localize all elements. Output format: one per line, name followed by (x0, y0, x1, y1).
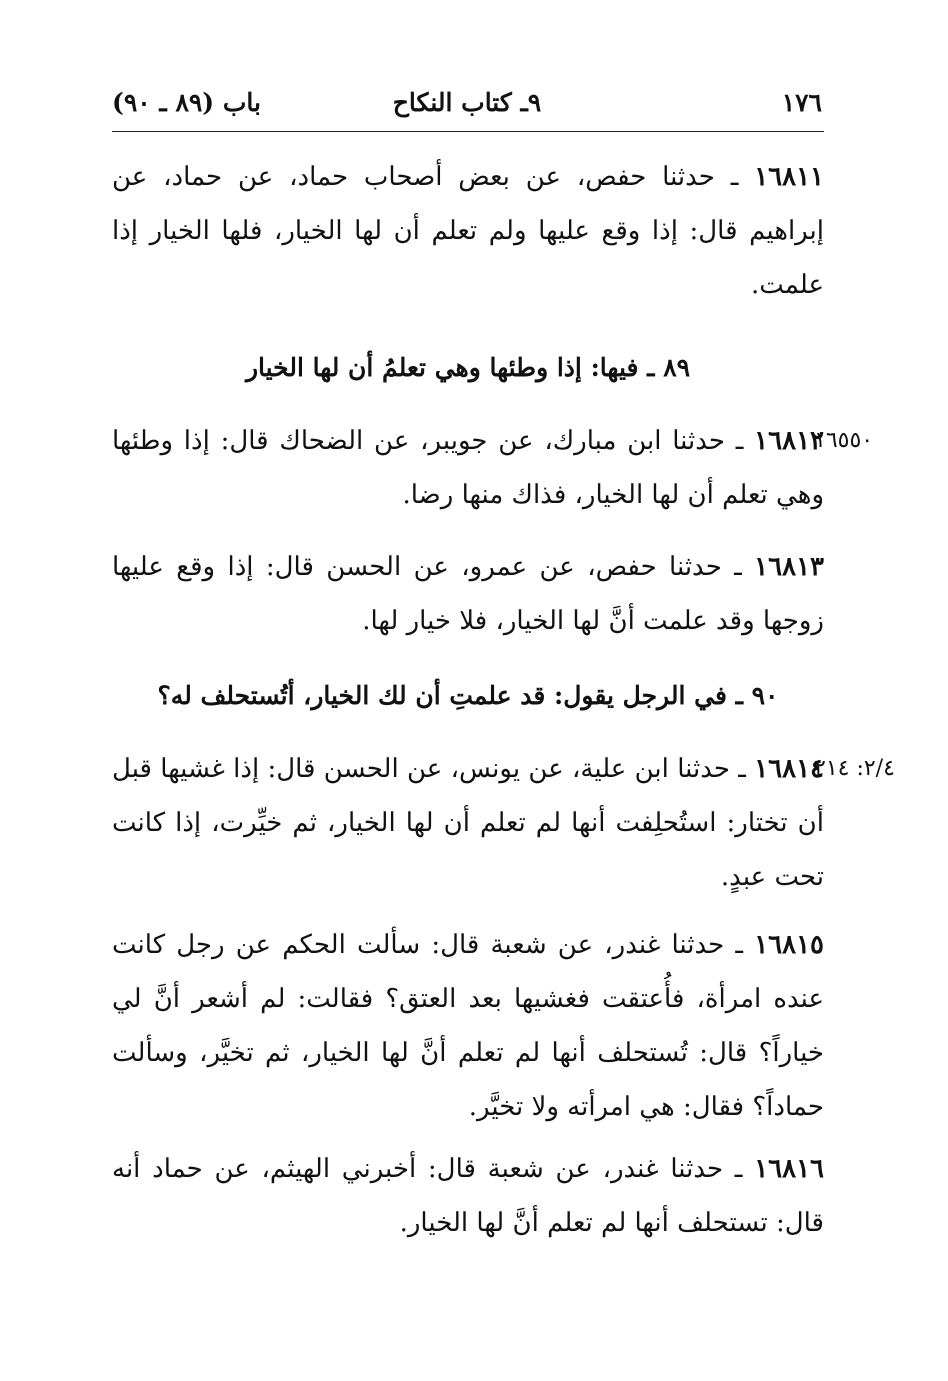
hadith-number: ١٦٨١٦ (754, 1154, 825, 1184)
hadith-number: ١٦٨١٢ (754, 426, 824, 456)
hadith-16812 (112, 414, 824, 522)
hadith-text: ـ حدثنا حفص، عن عمرو، عن الحسن قال: إذا وقع عليها زوجها وقد علمت أنَّ لها الخيار، فلا خيار لها. (112, 552, 824, 636)
hadith-text: ـ حدثنا غندر، عن شعبة قال: سألت الحكم عن رجل كانت عنده امرأة، فأُعتقت فغشيها بعد العتق؟ فقالت: لم أشعر أنَّ لي خياراً؟ قال: تُستحلف أنها لم تعلم أنَّ لها الخيار، ثم تخيَّر، وسألت حماداً؟ فقال: هي امرأته ولا تخيَّر. (112, 930, 824, 1122)
section-heading-89: ٨٩ ـ فيها: إذا وطئها وهي تعلمُ أن لها الخيار (245, 353, 691, 382)
hadith-number: ١٦٨١١ (754, 162, 825, 192)
chapter-reference: باب (٨٩ ـ ٩٠) (112, 88, 261, 117)
hadith-text: ـ حدثنا ابن مبارك، عن جويبر، عن الضحاك قال: إذا وطئها وهي تعلم أن لها الخيار، فذاك منها رضا. (112, 426, 824, 510)
hadith-16815 (112, 918, 824, 1134)
hadith-number: ١٦٨١٥ (754, 930, 825, 960)
margin-reference: ١٦٥٥٠ (814, 428, 874, 453)
hadith-text: ـ حدثنا حفص، عن بعض أصحاب حماد، عن حماد، عن إبراهيم قال: إذا وقع عليها ولم تعلم أن لها الخيار، فلها الخيار إذا علمت. (112, 162, 824, 300)
section-heading-90: ٩٠ ـ في الرجل يقول: قد علمتِ أن لك الخيار، أتُستحلف له؟ (157, 681, 779, 710)
hadith-16811 (112, 150, 824, 312)
hadith-text: ـ حدثنا ابن علية، عن يونس، عن الحسن قال: إذا غشيها قبل أن تختار: استُحلِفت أنها لم تعلم أن لها الخيار، ثم خيِّرت، إذا كانت تحت عبدٍ. (112, 754, 824, 892)
hadith-16816 (112, 1142, 824, 1250)
page-number: ١٧٦ (781, 88, 822, 117)
header-divider (112, 131, 824, 132)
hadith-number: ١٦٨١٣ (754, 552, 824, 582)
hadith-number: ١٦٨١٤ (754, 754, 825, 784)
book-title: ٩ـ كتاب النكاح (392, 88, 542, 117)
hadith-16814 (112, 742, 824, 904)
hadith-text: ـ حدثنا غندر، عن شعبة قال: أخبرني الهيثم، عن حماد أنه قال: تستحلف أنها لم تعلم أنَّ لها الخيار. (112, 1154, 824, 1238)
margin-reference: ٢/٤: ٢١٤ (814, 756, 895, 781)
hadith-16813 (112, 540, 824, 648)
page-header (112, 88, 822, 122)
